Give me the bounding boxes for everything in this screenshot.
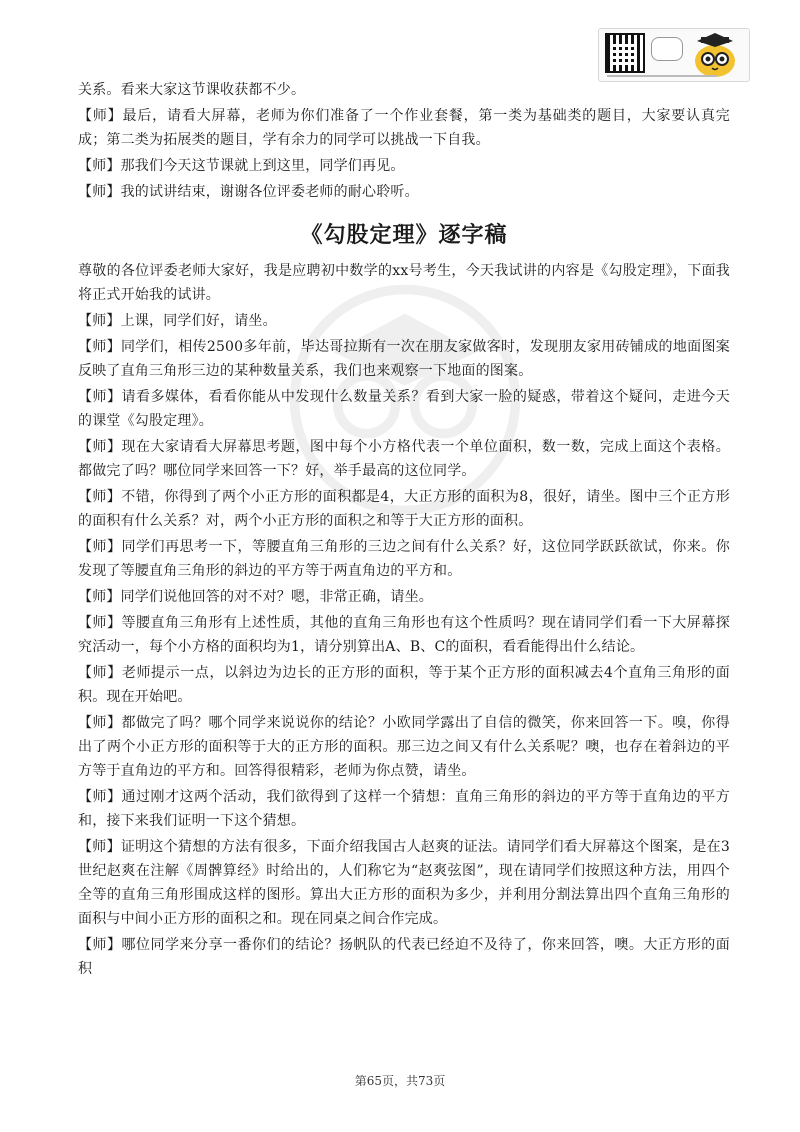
paragraph: 【师】不错，你得到了两个小正方形的面积都是4，大正方形的面积为8，很好，请坐。图中三个正方形的面积有什么关系？对，两个小正方形的面积之和等于大正方形的面积。: [78, 489, 730, 529]
paragraph: 【师】老师提示一点，以斜边为边长的正方形的面积，等于某个正方形的面积减去4个直角三角形的面积。现在开始吧。: [78, 665, 730, 705]
paragraph: 【师】同学们，相传2500多年前，毕达哥拉斯有一次在朋友家做客时，发现朋友家用砖铺成的地面图案反映了直角三角形三边的某种数量关系，我们也来观察一下地面的图案。: [78, 339, 730, 379]
paragraph: 【师】请看多媒体，看看你能从中发现什么数量关系？看到大家一脸的疑惑，带着这个疑问，走进今天的课堂《勾股定理》。: [78, 389, 730, 429]
paragraph: 【师】那我们今天这节课就上到这里，同学们再见。: [78, 158, 405, 174]
paragraph: 【师】同学们再思考一下，等腰直角三角形的三边之间有什么关系？好，这位同学跃跃欲试，你来。你发现了等腰直角三角形的斜边的平方等于两直角边的平方和。: [78, 539, 730, 579]
paragraphs-after-title: [78, 259, 730, 981]
paragraph: 尊敬的各位评委老师大家好，我是应聘初中数学的xx号考生，今天我试讲的内容是《勾股定理》，下面我将正式开始我的试讲。: [78, 263, 730, 303]
paragraph: 【师】同学们说他回答的对不对？嗯，非常正确，请坐。: [78, 589, 433, 605]
paragraph: 【师】都做完了吗？哪个同学来说说你的结论？小欧同学露出了自信的微笑，你来回答一下。嗅，你得出了两个小正方形的面积等于大的正方形的面积。那三边之间又有什么关系呢？噢，也存在着斜边的平方等于直角边的平方和。回答得很精彩，老师为你点赞，请坐。: [78, 715, 730, 779]
paragraph: 关系。看来大家这节课收获都不少。: [78, 82, 306, 98]
paragraph: 【师】等腰直角三角形有上述性质，其他的直角三角形也有这个性质吗？现在请同学们看一下大屏幕探究活动一，每个小方格的面积均为1，请分别算出A、B、C的面积，看看能得出什么结论。: [78, 615, 730, 655]
mascot-icon: [687, 31, 743, 79]
logo-divider: [607, 75, 717, 77]
paragraph: 【师】现在大家请看大屏幕思考题，图中每个小方格代表一个单位面积，数一数，完成上面这个表格。都做完了吗？哪位同学来回答一下？好，举手最高的这位同学。: [78, 439, 730, 479]
paragraph: 【师】哪位同学来分享一番你们的结论？扬帆队的代表已经迫不及待了，你来回答，噢。大正方形的面积: [78, 937, 730, 977]
paragraphs-before-title: [78, 78, 730, 204]
paragraph: 【师】最后，请看大屏幕，老师为你们准备了一个作业套餐，第一类为基础类的题目，大家要认真完成；第二类为拓展类的题目，学有余力的同学可以挑战一下自我。: [78, 108, 730, 148]
speech-bubble-icon: [651, 37, 683, 61]
paragraph: 【师】上课，同学们好，请坐。: [78, 313, 277, 329]
document-body: [78, 78, 730, 983]
page-footer: 第65页，共73页: [354, 1074, 446, 1088]
document-title: 《勾股定理》逐字稿: [300, 223, 508, 248]
qr-code-icon: [605, 33, 645, 73]
paragraph: 【师】通过刚才这两个活动，我们欲得到了这样一个猜想：直角三角形的斜边的平方等于直角边的平方和，接下来我们证明一下这个猜想。: [78, 789, 730, 829]
header-logo: [598, 28, 750, 82]
paragraph: 【师】证明这个猜想的方法有很多，下面介绍我国古人赵爽的证法。请同学们看大屏幕这个图案，是在3世纪赵爽在注解《周髀算经》时给出的，人们称它为“赵爽弦图”，现在请同学们按照这种方法，用四个全等的直角三角形围成这样的图形。算出大正方形的面积为多少，并利用分割法算出四个直角三角形的面积与中间小正方形的面积之和。现在同桌之间合作完成。: [78, 839, 730, 927]
paragraph: 【师】我的试讲结束，谢谢各位评委老师的耐心聆听。: [78, 184, 419, 200]
